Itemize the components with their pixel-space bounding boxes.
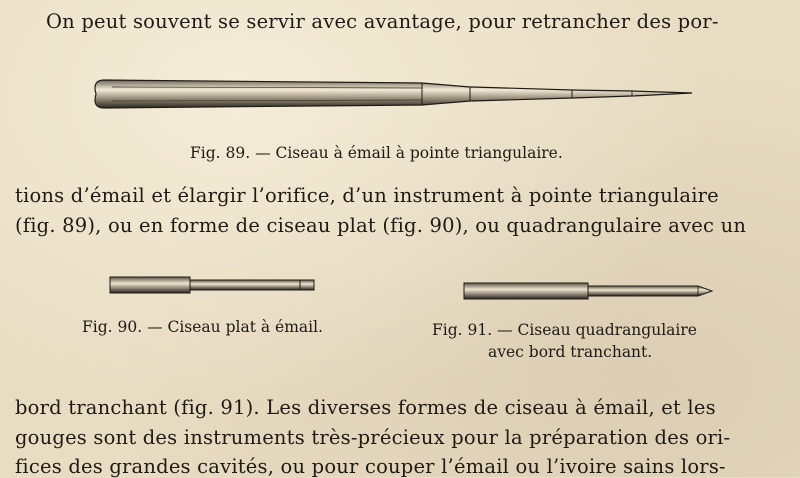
paragraph-line-3: (fig. 89), ou en forme de ciseau plat (fig. 90), ou quadrangulaire avec un [15, 214, 747, 237]
fig90-caption: Fig. 90. — Ciseau plat à émail. [82, 318, 323, 336]
paragraph-line-5: gouges sont des instruments très-précieux pour la préparation des ori- [15, 426, 731, 449]
fig91-square-chisel-illustration [462, 280, 718, 304]
fig89-triangular-chisel-illustration [92, 74, 698, 114]
fig91-caption-line-1: Fig. 91. — Ciseau quadrangulaire [432, 321, 697, 339]
fig91-caption-line-2: avec bord tranchant. [488, 343, 653, 361]
fig90-flat-chisel-illustration [108, 273, 320, 297]
fig89-caption: Fig. 89. — Ciseau à émail à pointe triangulaire. [190, 144, 563, 162]
paragraph-line-1: On peut souvent se servir avec avantage, pour retrancher des por- [46, 10, 719, 33]
paragraph-line-4: bord tranchant (fig. 91). Les diverses formes de ciseau à émail, et les [15, 396, 716, 419]
paragraph-line-6: fices des grandes cavités, ou pour couper l’émail ou l’ivoire sains lors- [15, 455, 726, 478]
paragraph-line-2: tions d’émail et élargir l’orifice, d’un instrument à pointe triangulaire [15, 184, 719, 207]
